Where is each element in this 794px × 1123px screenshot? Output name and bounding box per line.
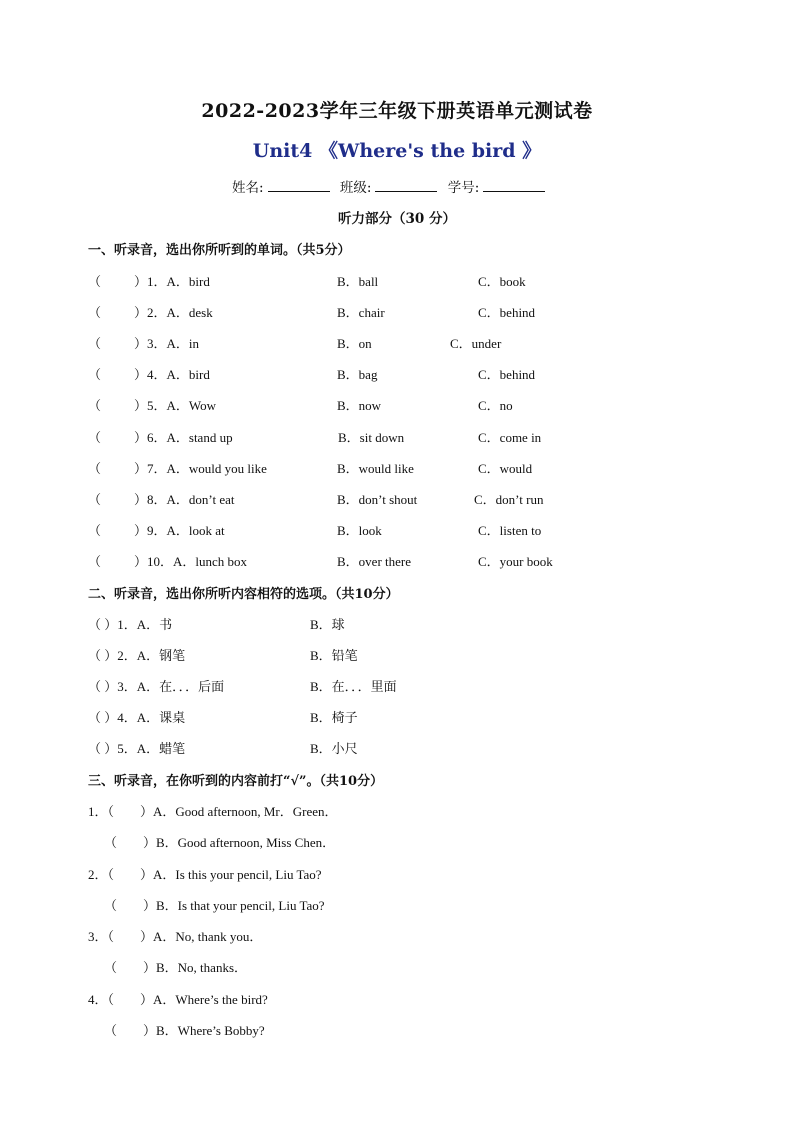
option-a: ）1．A．bird: [134, 274, 210, 289]
part1-item: [0, 333, 794, 353]
option-b: B．ball: [337, 274, 379, 289]
part1-item: [0, 551, 794, 571]
answer-paren[interactable]: （: [88, 522, 102, 538]
option-b: B．now: [337, 398, 382, 414]
option-c: C．your book: [478, 553, 553, 569]
unit-title: Unit4 《Where's the bird 》: [252, 140, 542, 162]
answer-paren[interactable]: （: [88, 367, 102, 383]
student-info: [232, 176, 551, 196]
option-c: C．don’t run: [474, 491, 544, 507]
part1-item: [0, 271, 794, 291]
option-c: C．no: [478, 398, 513, 414]
part2-item: [0, 676, 794, 696]
part2-item: [0, 614, 794, 634]
option-c: C．behind: [478, 367, 536, 383]
part2-item: [0, 707, 794, 727]
name-blank[interactable]: [268, 178, 330, 192]
option-c: C．come in: [478, 429, 542, 445]
option-a: ）6．A．stand up: [134, 429, 233, 445]
id-blank[interactable]: [483, 178, 545, 192]
part1-item: [0, 427, 794, 447]
option-a: ）9．A．look at: [134, 522, 225, 538]
option-c: C．would: [478, 460, 533, 476]
part2-item: [0, 738, 794, 758]
part2-item: [0, 645, 794, 665]
option-c: C．under: [450, 336, 502, 352]
option-a: ）10．A．lunch box: [134, 553, 248, 569]
part3-option-b[interactable]: （ ）B．Where’s Bobby?: [104, 1022, 265, 1038]
option-a: ）3．A．in: [134, 336, 200, 352]
part3-option-a[interactable]: 1．（ ）A．Good afternoon, Mr．Green．: [88, 804, 338, 819]
answer-paren[interactable]: （: [88, 460, 102, 476]
option-a: ）8．A．don’t eat: [134, 491, 235, 507]
answer-paren[interactable]: （: [88, 274, 102, 289]
part3-option-b[interactable]: （ ）B．Is that your pencil, Liu Tao?: [104, 897, 325, 913]
option-a[interactable]: （ ）1．A．书: [88, 617, 173, 632]
option-c: C．listen to: [478, 522, 542, 538]
part3-option-a[interactable]: 2．（ ）A．Is this your pencil, Liu Tao?: [88, 866, 322, 882]
page-title: 2022-2023学年三年级下册英语单元测试卷: [201, 100, 593, 122]
part1-heading: 一、听录音，选出你所听到的单词。（共5分）: [88, 243, 351, 258]
option-b: B．椅子: [310, 710, 358, 725]
option-a[interactable]: （ ）4．A．课桌: [88, 710, 186, 725]
option-b: B．小尺: [310, 741, 358, 756]
part1-item: [0, 364, 794, 384]
option-a: ）7．A．would you like: [134, 460, 267, 476]
option-b: B．don’t shout: [337, 491, 418, 507]
option-a[interactable]: （ ）2．A．钢笔: [88, 648, 186, 663]
answer-paren[interactable]: （: [88, 491, 102, 507]
option-b: B．bag: [337, 367, 378, 383]
answer-paren[interactable]: （: [88, 553, 102, 569]
part1-item: [0, 489, 794, 509]
option-b: B．球: [310, 617, 345, 632]
answer-paren[interactable]: （: [88, 398, 102, 414]
option-a[interactable]: （ ）3．A．在．．．后面: [88, 679, 225, 694]
part3-option-b[interactable]: （ ）B．No, thanks．: [104, 960, 248, 975]
class-label: 班级:: [339, 180, 372, 196]
answer-paren[interactable]: （: [88, 429, 102, 445]
part3-option-a[interactable]: 3．（ ）A．No, thank you．: [88, 929, 263, 944]
part1-item: [0, 395, 794, 415]
class-blank[interactable]: [375, 178, 437, 192]
part3-option-a[interactable]: 4．（ ）A．Where’s the bird?: [88, 991, 268, 1007]
option-c: C．book: [478, 274, 526, 289]
option-b: B．look: [337, 522, 382, 538]
option-b: B．在．．．里面: [310, 679, 397, 694]
option-a[interactable]: （ ）5．A．蜡笔: [88, 741, 186, 756]
option-b: B．over there: [337, 553, 412, 569]
part1-item: [0, 458, 794, 478]
name-label: 姓名:: [232, 180, 264, 196]
option-a: ）2．A．desk: [134, 305, 213, 321]
option-c: C．behind: [478, 305, 536, 321]
option-b: B．on: [337, 336, 372, 352]
id-label: 学号:: [447, 180, 480, 196]
option-a: ）5．A．Wow: [134, 398, 217, 414]
part1-item: [0, 520, 794, 540]
part1-item: [0, 302, 794, 322]
part2-heading: 二、听录音，选出你所听内容相符的选项。（共10分）: [88, 587, 399, 602]
part3-heading: 三、听录音，在你听到的内容前打“√”。（共10分）: [88, 774, 384, 789]
answer-paren[interactable]: （: [88, 336, 102, 352]
option-b: B．sit down: [338, 429, 405, 445]
option-b: B．chair: [337, 305, 385, 321]
listening-section-heading: 听力部分（30 分）: [338, 211, 456, 227]
answer-paren[interactable]: （: [88, 305, 102, 321]
part3-option-b[interactable]: （ ）B．Good afternoon, Miss Chen．: [104, 835, 336, 850]
option-a: ）4．A．bird: [134, 367, 210, 383]
option-b: B．would like: [337, 460, 414, 476]
option-b: B．铅笔: [310, 648, 358, 663]
